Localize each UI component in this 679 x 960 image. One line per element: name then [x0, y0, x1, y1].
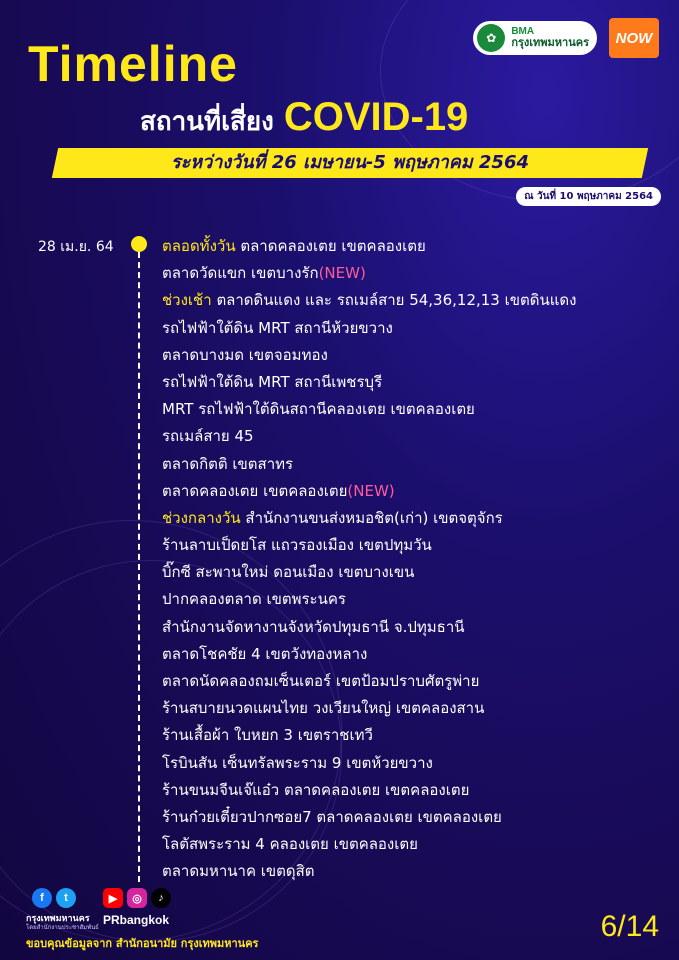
- social-icons-right: [103, 888, 171, 908]
- entry-new-tag: (NEW): [347, 481, 395, 500]
- page-subtitle: [140, 95, 468, 142]
- entry-location: MRT รถไฟฟ้าใต้ดินสถานีคลองเตย เขตคลองเตย: [162, 400, 475, 419]
- timeline-entry: [162, 369, 576, 396]
- subtitle-covid: COVID-19: [283, 95, 469, 139]
- timeline-entry: [162, 342, 576, 369]
- instagram-icon: ◎: [127, 888, 147, 908]
- page-title: Timeline: [28, 36, 238, 92]
- entry-location: ตลาดวัดแขก เขตบางรัก: [162, 264, 319, 283]
- timeline-entry: [162, 478, 576, 505]
- timeline-entry: [162, 532, 576, 559]
- timeline-entry: [162, 804, 576, 831]
- timeline-entry: [162, 668, 576, 695]
- entry-location: ตลาดบางมด เขตจอมทอง: [162, 345, 328, 364]
- footer-org-sub: โดยสำนักงานประชาสัมพันธ์: [26, 924, 99, 931]
- timeline-entry: [162, 423, 576, 450]
- entry-location: โลตัสพระราม 4 คลองเตย เขตคลองเตย: [162, 835, 418, 854]
- entry-location: รถเมล์สาย 45: [162, 427, 254, 446]
- bma-logo-name: กรุงเทพมหานคร: [511, 36, 589, 50]
- data-credit: ขอบคุณข้อมูลจาก สำนักอนามัย กรุงเทพมหานคร: [26, 937, 259, 950]
- tiktok-icon: ♪: [151, 888, 171, 908]
- timeline-entry: [162, 586, 576, 613]
- timeline-entry: [162, 559, 576, 586]
- timeline-entry: [162, 396, 576, 423]
- timeline-entry: [162, 614, 576, 641]
- entry-location: ปากคลองตลาด เขตพระนคร: [162, 590, 346, 609]
- entry-location: ตลาดมหานาค เขตดุสิต: [162, 862, 315, 881]
- timeline-entry: [162, 287, 576, 314]
- timeline-dot: [131, 236, 147, 252]
- timeline-entry: [162, 831, 576, 858]
- bma-logo: [473, 21, 597, 55]
- bma-seal-icon: ✿: [477, 24, 505, 52]
- entry-location: บิ๊กซี สะพานใหม่ ดอนเมือง เขตบางเขน: [162, 563, 415, 582]
- timeline-entry: [162, 695, 576, 722]
- entry-location: สำนักงานจัดหางานจังหวัดปทุมธานี จ.ปทุมธานี: [162, 617, 465, 636]
- timeline-entry: [162, 722, 576, 749]
- entry-new-tag: (NEW): [318, 264, 366, 283]
- youtube-icon: ▶: [103, 888, 123, 908]
- timeline-entry: [162, 858, 576, 885]
- entry-location: สำนักงานขนส่งหมอชิต(เก่า) เขตจตุจักร: [240, 508, 503, 527]
- entry-location: ตลาดนัดคลองถมเซ็นเตอร์ เขตป้อมปราบศัตรูพ่าย: [162, 672, 480, 690]
- entry-location: โรบินสัน เซ็นทรัลพระราม 9 เขตห้วยขวาง: [162, 753, 433, 772]
- timeline-entry: [162, 750, 576, 777]
- timeline-entries: [162, 233, 576, 886]
- twitter-icon: t: [56, 888, 76, 908]
- entry-location: ตลาดกิตติ เขตสาทร: [162, 454, 294, 473]
- entry-location: ร้านก๋วยเตี๋ยวปากซอย7 ตลาดคลองเตย เขตคลองเตย: [162, 807, 502, 826]
- now-logo: NOW: [609, 18, 659, 58]
- entry-location: ร้านเสื้อผ้า ใบหยก 3 เขตราชเทวี: [162, 726, 373, 745]
- date-range-banner: [52, 148, 648, 178]
- timeline-entry: [162, 233, 576, 260]
- as-of-badge: ณ วันที่ 10 พฤษภาคม 2564: [516, 187, 661, 206]
- entry-location: รถไฟฟ้าใต้ดิน MRT สถานีเพชรบุรี: [162, 372, 383, 391]
- entry-location: รถไฟฟ้าใต้ดิน MRT สถานีห้วยขวาง: [162, 318, 393, 337]
- entry-location: ร้านลาบเป็ดยโส แถวรองเมือง เขตปทุมวัน: [162, 536, 432, 555]
- social-icons-left: [32, 888, 76, 908]
- timeline-entry: [162, 315, 576, 342]
- timeline-entry: [162, 641, 576, 668]
- bma-logo-abbrev: BMA: [511, 25, 535, 37]
- timeline-entry: [162, 451, 576, 478]
- subtitle-risk-places: สถานที่เสี่ยง: [140, 107, 274, 137]
- facebook-icon: f: [32, 888, 52, 908]
- entry-location: ตลาดโชคชัย 4 เขตวังทองหลาง: [162, 644, 368, 663]
- timeline-date: 28 เม.ย. 64: [38, 239, 114, 255]
- timeline-entry: [162, 777, 576, 804]
- timeline-entry: [162, 260, 576, 287]
- entry-location: ร้านสบายนวดแผนไทย วงเวียนใหญ่ เขตคลองสาน: [162, 699, 485, 718]
- entry-time-prefix: ตลอดทั้งวัน: [162, 237, 236, 255]
- entry-location: ตลาดดินแดง และ รถเมล์สาย 54,36,12,13 เขตดินแดง: [211, 291, 577, 310]
- footer-org-name: กรุงเทพมหานคร: [26, 914, 90, 924]
- entry-location: ตลาดคลองเตย เขตคลองเตย: [162, 481, 348, 500]
- page-number: 6/14: [600, 910, 659, 943]
- header-logos: [473, 18, 659, 58]
- date-range-text: ระหว่างวันที่ 26 เมษายน-5 พฤษภาคม 2564: [170, 152, 530, 173]
- social-handle: PRbangkok: [103, 913, 170, 927]
- entry-location: ร้านขนมจีนเจ๊แอ๋ว ตลาดคลองเตย เขตคลองเตย: [162, 780, 470, 799]
- entry-location: ตลาดคลองเตย เขตคลองเตย: [235, 237, 426, 255]
- timeline-line: [138, 252, 140, 882]
- entry-time-prefix: ช่วงเช้า: [162, 291, 212, 310]
- entry-time-prefix: ช่วงกลางวัน: [162, 508, 241, 527]
- timeline-entry: [162, 505, 576, 532]
